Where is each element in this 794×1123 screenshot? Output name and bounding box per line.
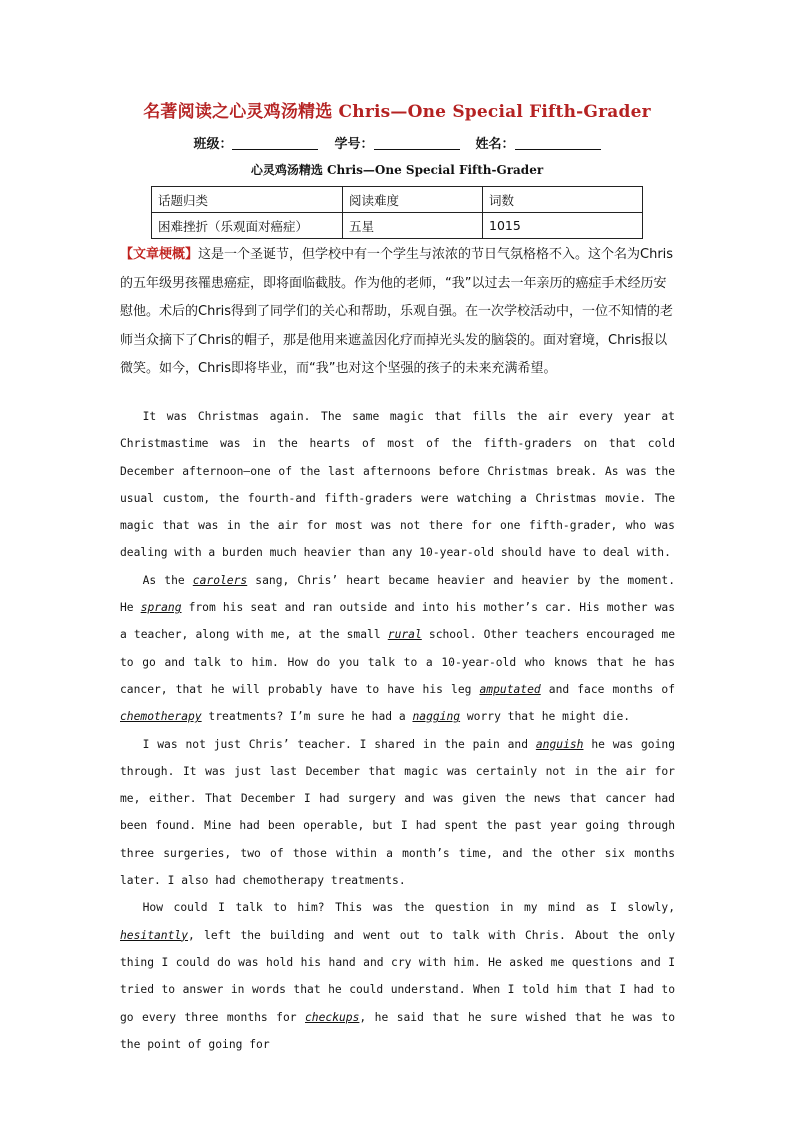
table-cell: 词数 [483, 187, 643, 213]
text-run: school. Other teachers encouraged me to go and talk to him. How do you talk to a 10-year-old who knows that he has cancer, that he will probably have to have his leg [120, 628, 675, 696]
text-run: and face months of [540, 682, 675, 696]
student-id-blank[interactable] [374, 137, 460, 150]
text-run: How could I talk to him? This was the question in my mind as I slowly, [142, 901, 675, 915]
name-label: 姓名： [475, 137, 515, 152]
text-run: worry that he might die. [460, 710, 631, 724]
table-cell: 话题归类 [152, 187, 343, 213]
page-title: 名著阅读之心灵鸡汤精选 Chris—One Special Fifth-Grader [143, 102, 651, 122]
table-row [152, 213, 643, 239]
vocab-word: sprang [140, 601, 182, 615]
table-cell: 五星 [343, 213, 483, 239]
vocab-word: nagging [412, 710, 461, 724]
text-run: , he said that he sure wished that he was to the point of going for [120, 1010, 675, 1051]
info-table [151, 186, 643, 239]
subtitle: 心灵鸡汤精选 Chris—One Special Fifth-Grader [250, 163, 544, 177]
article-body [120, 403, 675, 1058]
class-blank[interactable] [232, 137, 318, 150]
text-run: from his seat and ran outside and into his mother’s car. His mother was a teacher, along with me, at the small [120, 601, 675, 642]
text-run: he was going through. It was just last December that magic was certainly not in the air for me, either. That December I had surgery and was given the news that cancer had been found. Mine had been operable, but I had spent the past year going through three surgeries, two of those within a month’s time, and the other six months later. I also had chemotherapy treatments. [120, 737, 676, 888]
vocab-word: chemotherapy [120, 710, 202, 724]
text-run: treatments? I’m sure he had a [201, 710, 413, 724]
text-run: , left the building and went out to talk with Chris. About the only thing I could do was hold his hand and cry with him. He asked me questions and I tried to answer in words that he could understand. When I told him that I had to go every three months for [120, 928, 675, 1024]
vocab-word: checkups [305, 1010, 360, 1024]
article-summary [120, 241, 675, 384]
summary-tag: 【文章梗概】 [120, 247, 199, 262]
text-run: As the [142, 573, 193, 587]
vocab-word: anguish [535, 737, 584, 751]
vocab-word: hesitantly [120, 928, 189, 942]
vocab-word: amputated [479, 682, 541, 696]
class-label: 班级： [193, 137, 233, 152]
vocab-word: carolers [192, 573, 248, 587]
table-header-row [152, 187, 643, 213]
vocab-word: rural [387, 628, 422, 642]
name-blank[interactable] [515, 137, 601, 150]
table-cell: 阅读难度 [343, 187, 483, 213]
paragraph-3 [120, 731, 675, 895]
table-cell: 1015 [483, 213, 643, 239]
paragraph-2 [120, 567, 675, 731]
paragraph-1: It was Christmas again. The same magic that fills the air every year at Christmastime was in the hearts of most of the fifth-graders on that cold December afternoon—one of the last afternoons before Christmas break. As was the usual custom, the fourth-and fifth-graders were watching a Christmas movie. The magic that was in the air for most was not there for one fifth-grader, who was dealing with a burden much heavier than any 10-year-old should have to deal with. [120, 410, 675, 560]
paragraph-4 [120, 894, 675, 1058]
student-fields [0, 133, 794, 152]
student-id-label: 学号： [334, 137, 374, 152]
summary-text: 这是一个圣诞节，但学校中有一个学生与浓浓的节日气氛格格不入。这个名为Chris的五年级男孩罹患癌症，即将面临截肢。作为他的老师，“我”以过去一年亲历的癌症手术经历安慰他。术后的Chris得到了同学们的关心和帮助，乐观自强。在一次学校活动中，一位不知情的老师当众摘下了Chris的帽子，那是他用来遮盖因化疗而掉光头发的脑袋的。面对窘境，Chris报以微笑。如今，Chris即将毕业，而“我”也对这个坚强的孩子的未来充满希望。 [120, 247, 674, 376]
table-cell: 困难挫折（乐观面对癌症） [152, 213, 343, 239]
text-run: I was not just Chris’ teacher. I shared in the pain and [142, 737, 536, 751]
text-run: sang, Chris’ heart became heavier and heavier by the moment. He [120, 573, 676, 615]
